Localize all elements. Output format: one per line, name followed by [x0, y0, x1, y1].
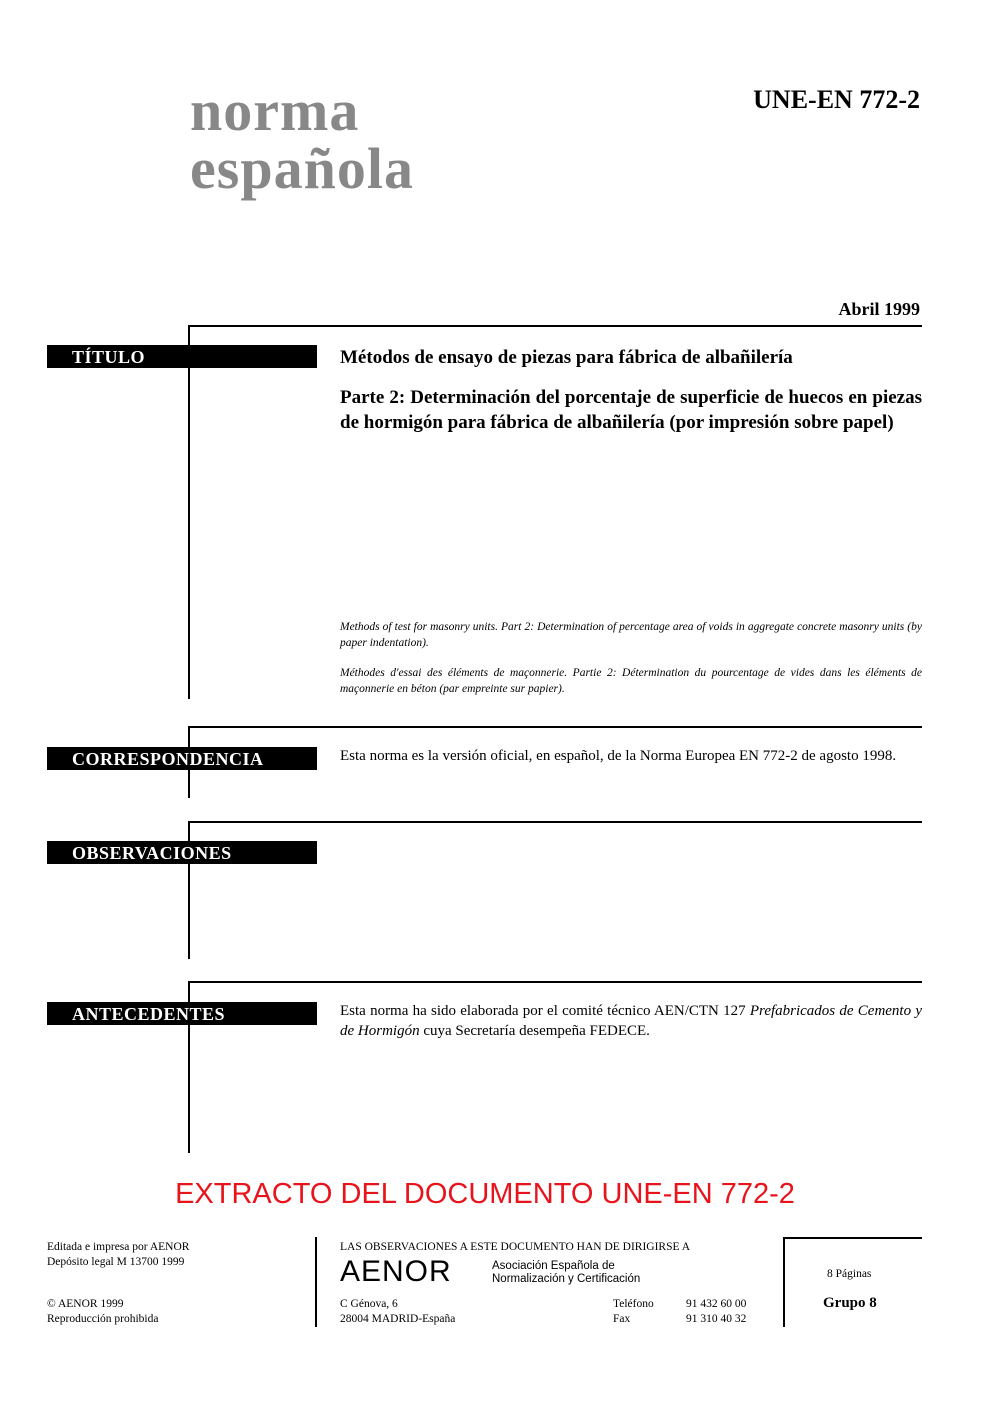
- antecedentes-committee-name: Prefabricados de Cemento y de Hormigón: [340, 1003, 923, 1039]
- footer-pages-side-rule: [783, 1237, 785, 1327]
- titulo-label: TÍTULO: [47, 345, 317, 368]
- fax-label: Fax: [613, 1313, 631, 1325]
- norma-espanola-brand: [190, 78, 414, 201]
- brand-line-2: española: [190, 136, 414, 201]
- footer-deposit: Depósito legal M 13700 1999: [47, 1256, 185, 1268]
- footer-edited: Editada e impresa por AENOR: [47, 1241, 190, 1253]
- antecedentes-top-rule: [188, 981, 922, 983]
- association-line-1: Asociación Española de: [492, 1260, 615, 1272]
- price-group: Grupo 8: [823, 1295, 877, 1311]
- titulo-side-rule: [188, 325, 190, 699]
- titulo-content: [340, 346, 922, 435]
- footer-pages-top-rule: [783, 1237, 922, 1239]
- correspondencia-top-rule: [188, 726, 922, 728]
- page-count: 8 Páginas: [827, 1268, 872, 1280]
- correspondencia-text: Esta norma es la versión oficial, en español, de la Norma Europea EN 772-2 de agosto 1998.: [340, 748, 897, 764]
- correspondencia-label: CORRESPONDENCIA: [47, 747, 317, 770]
- antecedentes-text-end: cuya Secretaría desempeña FEDECE.: [419, 1023, 650, 1039]
- title-english: Methods of test for masonry units. Part 2: Determination of percentage area of voids in aggregate concrete masonry units (by paper indentation).: [340, 621, 922, 649]
- observaciones-top-rule: [188, 821, 922, 823]
- footer-copyright: © AENOR 1999: [47, 1298, 124, 1310]
- antecedentes-text: [340, 1001, 922, 1041]
- extract-notice: EXTRACTO DEL DOCUMENTO UNE-EN 772-2: [175, 1178, 795, 1210]
- address-line-2: 28004 MADRID-España: [340, 1313, 456, 1325]
- title-french: Méthodes d'essai des éléments de maçonnerie. Partie 2: Détermination du pourcentage de vides dans les éléments de maçonnerie en béton (par empreinte sur papier).: [340, 667, 922, 695]
- aenor-logo: AENOR: [340, 1255, 452, 1288]
- phone-number: 91 432 60 00: [686, 1298, 747, 1310]
- phone-label: Teléfono: [613, 1298, 654, 1310]
- fax-number: 91 310 40 32: [686, 1313, 747, 1325]
- title-main: Métodos de ensayo de piezas para fábrica de albañilería: [340, 347, 793, 368]
- antecedentes-label: ANTECEDENTES: [47, 1002, 317, 1025]
- association-line-2: Normalización y Certificación: [492, 1273, 641, 1285]
- titulo-top-rule: [188, 325, 922, 327]
- brand-line-1: norma: [190, 78, 360, 143]
- document-number: UNE-EN 772-2: [753, 85, 920, 114]
- address-line-1: C Génova, 6: [340, 1298, 398, 1310]
- footer-divider-left: [315, 1237, 317, 1327]
- publication-date: Abril 1999: [838, 299, 920, 319]
- footer-reproduction: Reproducción prohibida: [47, 1313, 159, 1325]
- observaciones-label: OBSERVACIONES: [47, 841, 317, 864]
- title-part: Parte 2: Determinación del porcentaje de superficie de huecos en piezas de hormigón para fábrica de albañilería (por impresión sobre papel): [340, 387, 922, 433]
- observations-notice: LAS OBSERVACIONES A ESTE DOCUMENTO HAN DE DIRIGIRSE A: [340, 1241, 691, 1253]
- antecedentes-text-start: Esta norma ha sido elaborada por el comité técnico AEN/CTN 127: [340, 1003, 750, 1019]
